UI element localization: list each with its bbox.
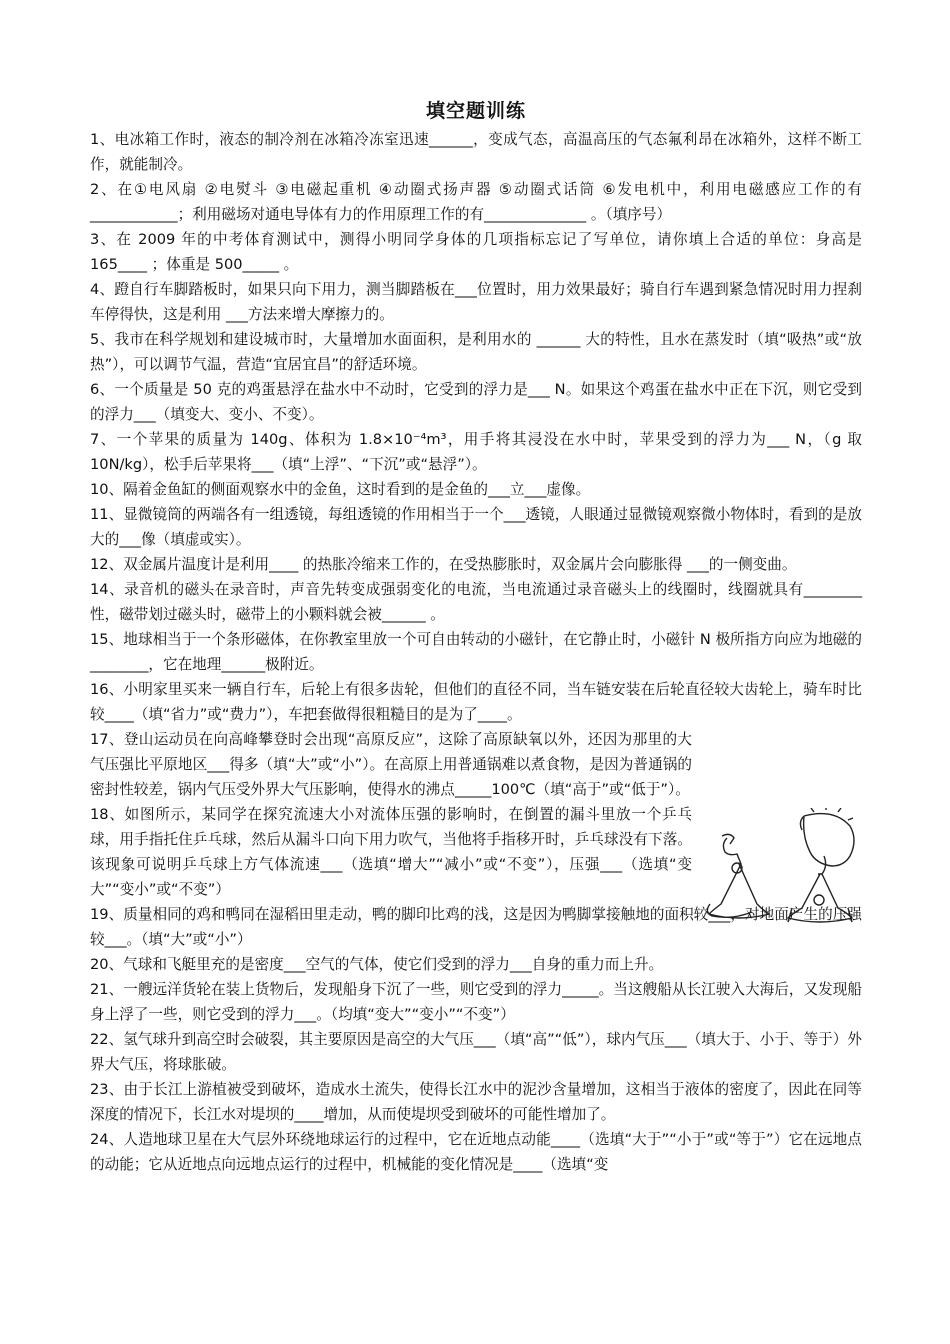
question-19: 19、质量相同的鸡和鸭同在湿稻田里走动，鸭的脚印比鸡的浅，这是因为鸭脚掌接触地的面积较___，对地面产生的压强较___。（填“大”或“小”）: [90, 906, 862, 948]
funnel-hand-drawing: [707, 834, 769, 918]
question-2: 2、在①电风扇 ②电熨斗 ③电磁起重机 ④动圈式扬声器 ⑤动圈式话筒 ⑥发电机中，利用电磁感应工作的有____________；利用磁场对通电导体有力的作用原理工作的有______________ 。（填序号）: [90, 181, 862, 223]
page-title: 填空题训练: [425, 100, 526, 122]
question-1: 1、电冰箱工作时，液态的制冷剂在冰箱冷冻室迅速______，变成气态，高温高压的气态氟利昂在冰箱外，这样不断工作，就能制冷。: [90, 131, 862, 173]
question-21: 21、一艘远洋货轮在装上货物后，发现船身下沉了一些，则它受到的浮力_____。当这艘船从长江驶入大海后，又发现船身上浮了一些，则它受到的浮力___。（均填“变大”“变小”“不变”）: [90, 981, 862, 1023]
question-7: 7、一个苹果的质量为 140g、体积为 1.8×10⁻⁴m³，用手将其浸没在水中时，苹果受到的浮力为___ N，（g 取 10N/kg），松手后苹果将___（填“上浮”、“下沉”或“悬浮”）。: [90, 431, 862, 473]
question-11: 11、显微镜筒的两端各有一组透镜，每组透镜的作用相当于一个___透镜，人眼通过显微镜观察微小物体时，看到的是放大的___像（填虚或实）。: [90, 506, 862, 548]
worksheet-page: [90, 96, 862, 1177]
question-16: 16、小明家里买来一辆自行车，后轮上有很多齿轮，但他们的直径不同，当车链安装在后轮直径较大齿轮上，骑车时比较____（填“省力”或“费力”），车把套做得很粗糙目的是为了____。: [90, 681, 862, 723]
person-blowing-drawing: [788, 808, 854, 922]
funnel-pingpong-figure: [692, 808, 862, 933]
question-22: 22、氢气球升到高空时会破裂，其主要原因是高空的大气压___（填“高”“低”），球内气压___（填大于、小于、等于）外界大气压，将球胀破。: [90, 1031, 862, 1073]
question-12: 12、双金属片温度计是利用____ 的热胀冷缩来工作的，在受热膨胀时，双金属片会向膨胀得 ___的一侧变曲。: [90, 556, 797, 573]
question-24: 24、人造地球卫星在大气层外环绕地球运行的过程中，它在近地点动能____（选填“大于”“小于”或“等于”）它在远地点的动能；它从近地点向远地点运行的过程中，机械能的变化情况是____（选填“变: [90, 1131, 862, 1173]
question-17: 17、登山运动员在向高峰攀登时会出现“高原反应”，这除了高原缺氧以外，还因为那里的大气压强比平原地区___得多（填“大”或“小”）。在高原上用普通锅难以煮食物，是因为普通锅的密封性较差，锅内气压受外界大气压影响，使得水的沸点_____100℃（填“高于”或“低于”）。: [90, 731, 692, 798]
question-10: 10、隔着金鱼缸的侧面观察水中的金鱼，这时看到的是金鱼的___立___虚像。: [90, 481, 591, 498]
question-14: 14、录音机的磁头在录音时，声音先转变成强弱变化的电流，当电流通过录音磁头上的线圈时，线圈就具有________性，磁带划过磁头时，磁带上的小颗料就会被______ 。: [90, 581, 862, 623]
question-6: 6、一个质量是 50 克的鸡蛋悬浮在盐水中不动时，它受到的浮力是___ N。如果这个鸡蛋在盐水中正在下沉，则它受到的浮力___（填变大、变小、不变）。: [90, 381, 862, 423]
question-23: 23、由于长江上游植被受到破坏，造成水土流失，使得长江水中的泥沙含量增加，这相当于液体的密度了，因此在同等深度的情况下，长江水对堤坝的____增加，从而使堤坝受到破坏的可能性增加了。: [90, 1081, 862, 1123]
question-20: 20、气球和飞艇里充的是密度___空气的气体，使它们受到的浮力___自身的重力而上升。: [90, 956, 664, 973]
question-5: 5、我市在科学规划和建设城市时，大量增加水面面积，是利用水的 ______ 大的特性，且水在蒸发时（填“吸热”或“放热”），可以调节气温，营造“宜居宜昌”的舒适环境。: [90, 331, 862, 373]
question-4: 4、蹬自行车脚踏板时，如果只向下用力，测当脚踏板在___位置时，用力效果最好；骑自行车遇到紧急情况时用力捏刹车停得快，这是利用 ___方法来增大摩擦力的。: [90, 281, 862, 323]
question-18: 18、如图所示，某同学在探究流速大小对流体压强的影响时，在倒置的漏斗里放一个乒乓球，用手指托住乒乓球，然后从漏斗口向下用力吹气，当他将手指移开时，乒乓球没有下落。该现象可说明乒乓球上方气体流速___（选填“增大”“减小”或“不变”），压强___（选填“变大”“变小”或“不变”）: [90, 806, 692, 898]
question-3: 3、在 2009 年的中考体育测试中，测得小明同学身体的几项指标忘记了写单位，请你填上合适的单位：身高是 165____ ；体重是 500_____ 。: [90, 231, 862, 273]
question-15: 15、地球相当于一个条形磁体，在你教室里放一个可自由转动的小磁针，在它静止时，小磁针 N 极所指方向应为地磁的 ________，它在地理______极附近。: [90, 631, 862, 673]
